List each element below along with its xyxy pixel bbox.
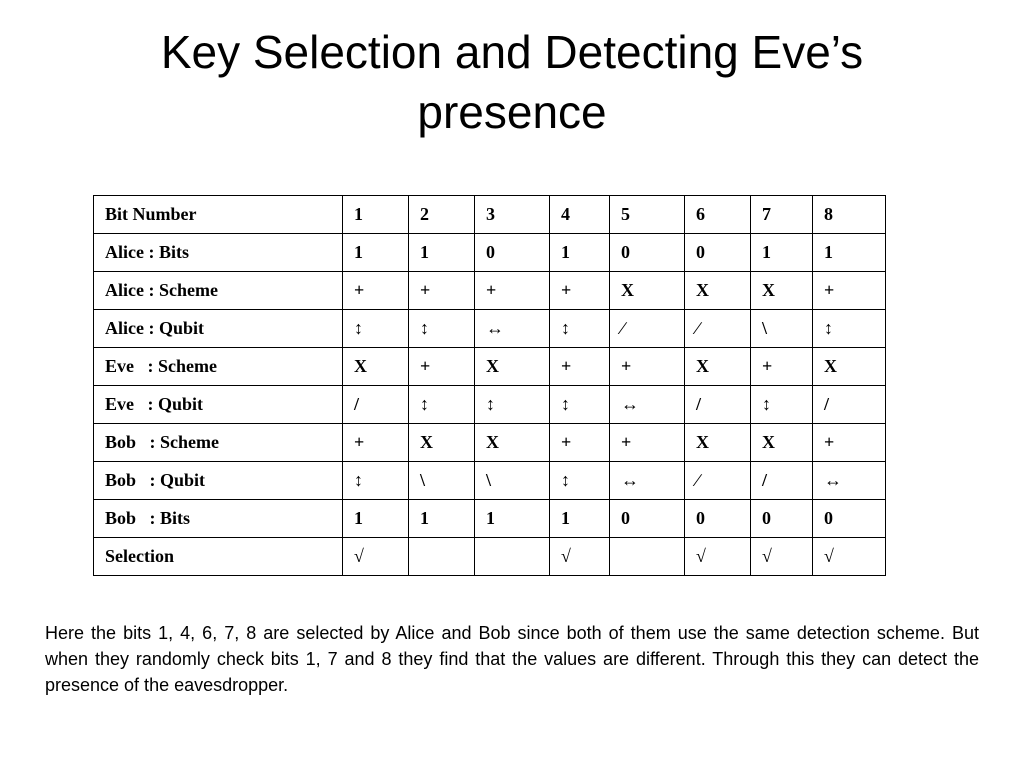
slide-title: Key Selection and Detecting Eve’s presence bbox=[160, 26, 864, 138]
table-cell bbox=[610, 538, 685, 576]
row-label: Alice : Qubit bbox=[94, 310, 343, 348]
table-cell: \ bbox=[475, 462, 550, 500]
table-cell: 1 bbox=[343, 196, 409, 234]
table-cell bbox=[409, 538, 475, 576]
table-cell: 5 bbox=[610, 196, 685, 234]
table-cell: + bbox=[751, 348, 813, 386]
row-label: Bit Number bbox=[94, 196, 343, 234]
table-cell: + bbox=[610, 348, 685, 386]
table-row bbox=[94, 500, 886, 538]
table-cell: \ bbox=[409, 462, 475, 500]
table-cell: ↕ bbox=[550, 386, 610, 424]
table-cell: 6 bbox=[685, 196, 751, 234]
table-cell: √ bbox=[751, 538, 813, 576]
table-cell: ↔ bbox=[610, 462, 685, 500]
row-label: Bob : Scheme bbox=[94, 424, 343, 462]
table-cell: \ bbox=[751, 310, 813, 348]
table-cell: 0 bbox=[685, 234, 751, 272]
explanation-caption: Here the bits 1, 4, 6, 7, 8 are selected by Alice and Bob since both of them use the same detection scheme. But when they randomly check bits 1, 7 and 8 they find that the values are different. Through this they can detect the presence of the eavesdropper. bbox=[45, 623, 979, 695]
table-cell: + bbox=[550, 348, 610, 386]
table-cell: ↕ bbox=[409, 386, 475, 424]
row-label: Selection bbox=[94, 538, 343, 576]
table-cell: X bbox=[813, 348, 886, 386]
table-cell: + bbox=[813, 424, 886, 462]
table-cell: ∕ bbox=[685, 310, 751, 348]
table-cell: √ bbox=[813, 538, 886, 576]
table-cell: ↔ bbox=[475, 310, 550, 348]
table-cell: 2 bbox=[409, 196, 475, 234]
table-cell: ↕ bbox=[343, 462, 409, 500]
table-cell: + bbox=[343, 272, 409, 310]
table-cell: 1 bbox=[409, 500, 475, 538]
table-cell: X bbox=[751, 424, 813, 462]
table-cell: 0 bbox=[475, 234, 550, 272]
table-cell: X bbox=[475, 348, 550, 386]
table-row bbox=[94, 234, 886, 272]
table-cell: √ bbox=[550, 538, 610, 576]
table-cell: ↕ bbox=[343, 310, 409, 348]
table-cell: X bbox=[475, 424, 550, 462]
table-cell: + bbox=[343, 424, 409, 462]
table-cell: X bbox=[685, 424, 751, 462]
table-cell: + bbox=[475, 272, 550, 310]
table-cell: / bbox=[813, 386, 886, 424]
table-cell: X bbox=[409, 424, 475, 462]
row-label: Eve : Scheme bbox=[94, 348, 343, 386]
table-cell: √ bbox=[343, 538, 409, 576]
table-cell: X bbox=[343, 348, 409, 386]
table-cell: 1 bbox=[343, 234, 409, 272]
table-cell: √ bbox=[685, 538, 751, 576]
table-cell: 0 bbox=[751, 500, 813, 538]
table-row bbox=[94, 310, 886, 348]
table-cell: 0 bbox=[610, 500, 685, 538]
table-row bbox=[94, 272, 886, 310]
table-cell: / bbox=[343, 386, 409, 424]
table-cell: ↔ bbox=[610, 386, 685, 424]
table-cell: 1 bbox=[550, 234, 610, 272]
table-cell: + bbox=[409, 348, 475, 386]
table-cell: 0 bbox=[813, 500, 886, 538]
table-cell: 1 bbox=[751, 234, 813, 272]
table-row bbox=[94, 386, 886, 424]
table-cell: + bbox=[550, 272, 610, 310]
table-cell: 4 bbox=[550, 196, 610, 234]
table-cell: / bbox=[751, 462, 813, 500]
table-cell: 0 bbox=[685, 500, 751, 538]
table-body bbox=[94, 196, 886, 576]
table-cell: 0 bbox=[610, 234, 685, 272]
row-label: Alice : Bits bbox=[94, 234, 343, 272]
table-cell: ∕ bbox=[610, 310, 685, 348]
table-cell: 1 bbox=[813, 234, 886, 272]
table-cell: ↕ bbox=[550, 310, 610, 348]
table-cell: X bbox=[685, 272, 751, 310]
table-row bbox=[94, 348, 886, 386]
row-label: Eve : Qubit bbox=[94, 386, 343, 424]
table-cell: ↕ bbox=[813, 310, 886, 348]
table-cell: + bbox=[813, 272, 886, 310]
table-cell: / bbox=[685, 386, 751, 424]
table-cell: 3 bbox=[475, 196, 550, 234]
table-cell: ↔ bbox=[813, 462, 886, 500]
table-cell: + bbox=[409, 272, 475, 310]
table-cell: ↕ bbox=[409, 310, 475, 348]
table-cell: ∕ bbox=[685, 462, 751, 500]
table-row bbox=[94, 462, 886, 500]
row-label: Bob : Bits bbox=[94, 500, 343, 538]
table-cell: X bbox=[610, 272, 685, 310]
key-selection-table-container bbox=[93, 195, 886, 576]
table-cell: + bbox=[610, 424, 685, 462]
row-label: Bob : Qubit bbox=[94, 462, 343, 500]
table-row bbox=[94, 424, 886, 462]
table-cell: 1 bbox=[343, 500, 409, 538]
table-cell: 1 bbox=[550, 500, 610, 538]
table-cell: X bbox=[685, 348, 751, 386]
table-cell bbox=[475, 538, 550, 576]
table-cell: ↕ bbox=[550, 462, 610, 500]
table-cell: 1 bbox=[409, 234, 475, 272]
table-cell: 8 bbox=[813, 196, 886, 234]
table-cell: 1 bbox=[475, 500, 550, 538]
table-cell: ↕ bbox=[475, 386, 550, 424]
key-selection-table bbox=[93, 195, 886, 576]
table-cell: ↕ bbox=[751, 386, 813, 424]
table-cell: X bbox=[751, 272, 813, 310]
table-cell: 7 bbox=[751, 196, 813, 234]
table-cell: + bbox=[550, 424, 610, 462]
table-row bbox=[94, 196, 886, 234]
table-row bbox=[94, 538, 886, 576]
row-label: Alice : Scheme bbox=[94, 272, 343, 310]
